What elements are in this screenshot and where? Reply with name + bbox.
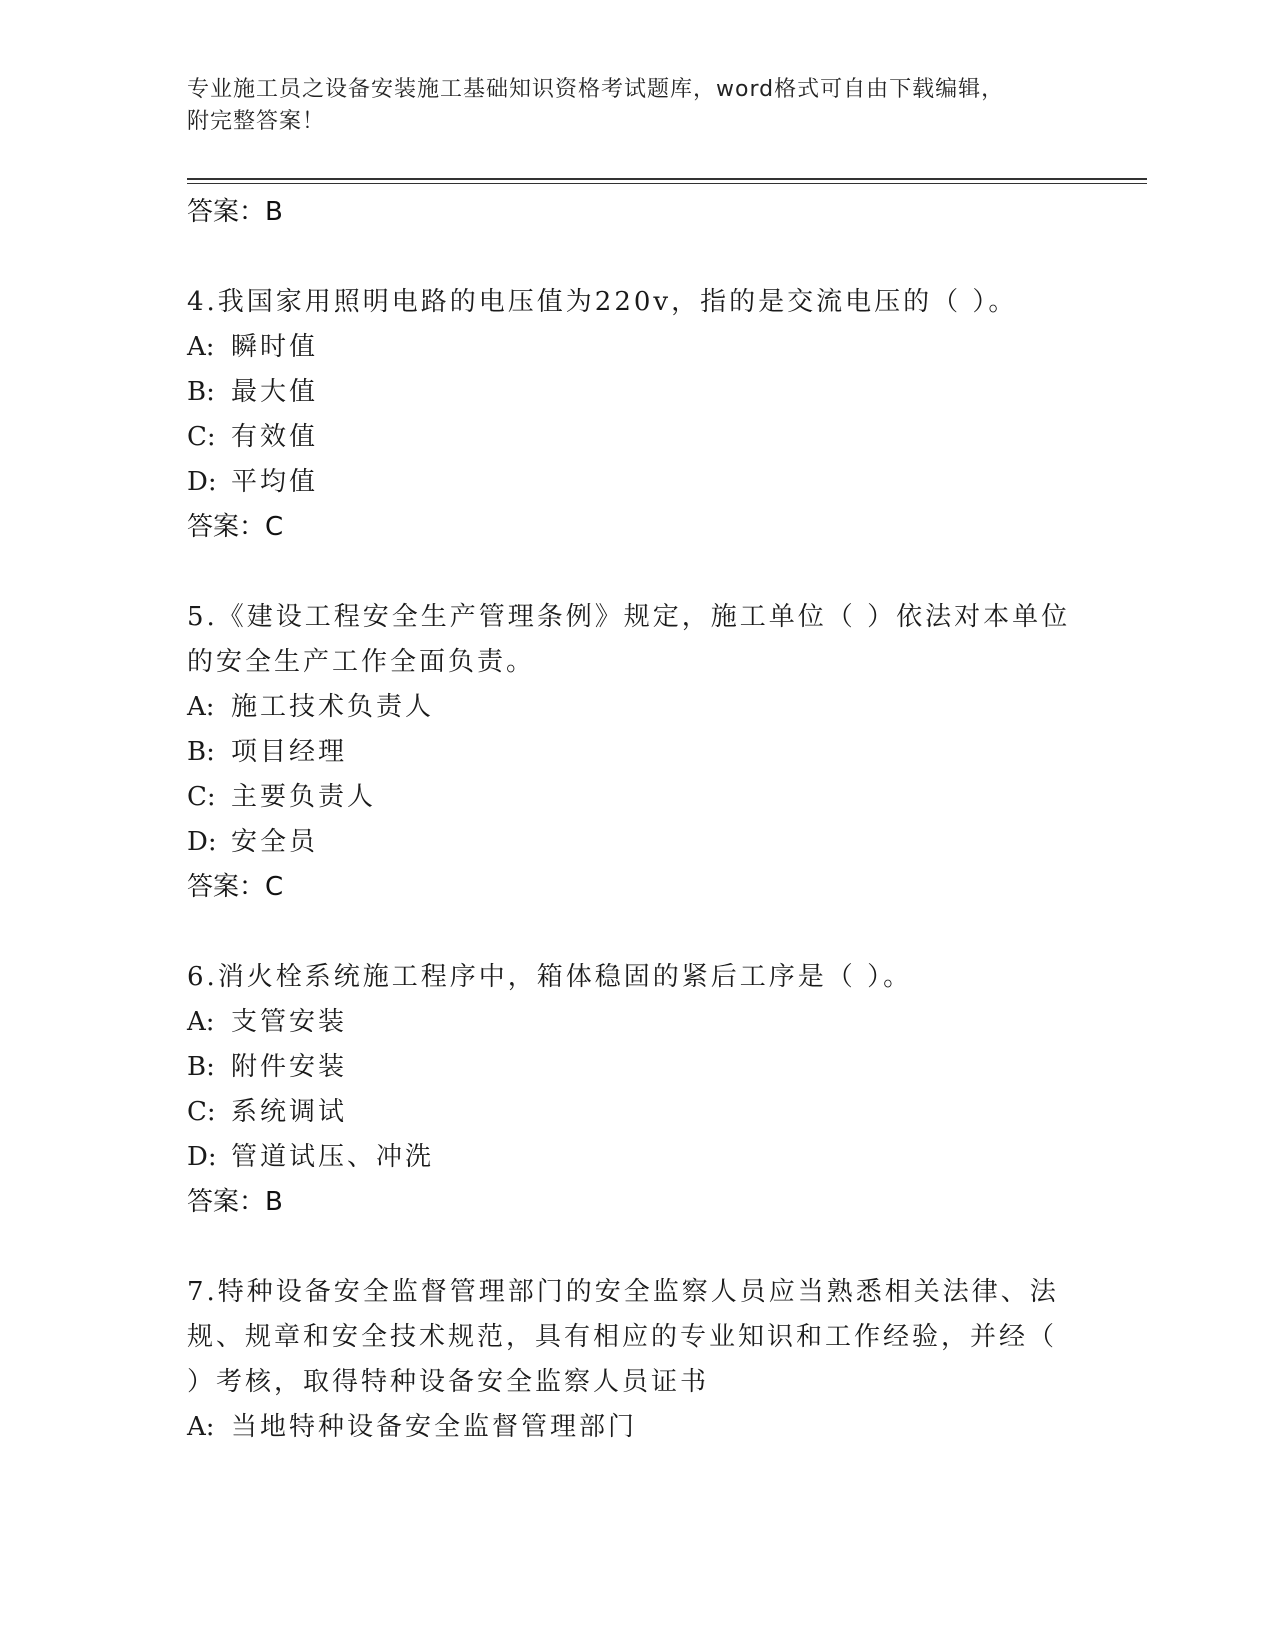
- option-letter: B:: [187, 377, 215, 407]
- option-letter: C:: [187, 782, 216, 812]
- option-a: [187, 325, 1087, 370]
- option-letter: A:: [187, 1412, 215, 1442]
- option-letter: C:: [187, 1097, 216, 1127]
- question-block: [187, 595, 1087, 909]
- spacer: [187, 549, 1087, 595]
- header-divider: [187, 178, 1147, 180]
- question-text-line3: ）考核，取得特种设备安全监察人员证书: [187, 1367, 710, 1397]
- answer-line: 答案：C: [187, 512, 284, 542]
- question-text-line2: 的安全生产工作全面负责。: [187, 647, 536, 677]
- spacer: [187, 909, 1087, 955]
- option-letter: A:: [187, 332, 215, 362]
- option-text: 系统调试: [231, 1097, 348, 1127]
- question-block: [187, 955, 1087, 1224]
- option-text: 附件安装: [231, 1052, 348, 1082]
- option-letter: A:: [187, 692, 215, 722]
- option-d: [187, 460, 1087, 505]
- option-c: [187, 415, 1087, 460]
- question-text-line1: 7.特种设备安全监督管理部门的安全监察人员应当熟悉相关法律、法: [187, 1277, 1059, 1307]
- option-text: 支管安装: [231, 1007, 348, 1037]
- option-text: 项目经理: [231, 737, 348, 767]
- option-letter: A:: [187, 1007, 215, 1037]
- option-text: 主要负责人: [231, 782, 377, 812]
- answer-line: 答案：B: [187, 197, 283, 227]
- option-text: 有效值: [231, 422, 319, 452]
- question-text-line1: 5.《建设工程安全生产管理条例》规定，施工单位（ ）依法对本单位: [187, 602, 1071, 632]
- option-letter: C:: [187, 422, 216, 452]
- option-letter: B:: [187, 1052, 215, 1082]
- option-letter: D:: [187, 827, 217, 857]
- option-text: 安全员: [231, 827, 319, 857]
- answer-line: 答案：C: [187, 872, 284, 902]
- spacer: [187, 1224, 1087, 1270]
- question-block: [187, 1270, 1087, 1450]
- spacer: [187, 234, 1087, 280]
- option-a: [187, 685, 1087, 730]
- option-text: 管道试压、冲洗: [231, 1142, 435, 1172]
- option-d: [187, 820, 1087, 865]
- option-text: 当地特种设备安全监督管理部门: [231, 1412, 638, 1442]
- option-a: [187, 1405, 1087, 1450]
- option-b: [187, 730, 1087, 775]
- option-text: 施工技术负责人: [231, 692, 435, 722]
- option-text: 平均值: [231, 467, 319, 497]
- option-b: [187, 370, 1087, 415]
- answer-line: 答案：B: [187, 1187, 283, 1217]
- header-text-line2: 附完整答案！: [187, 109, 326, 134]
- option-b: [187, 1045, 1087, 1090]
- option-text: 瞬时值: [231, 332, 319, 362]
- option-text: 最大值: [231, 377, 319, 407]
- header-text-line1: 专业施工员之设备安装施工基础知识资格考试题库，word格式可自由下载编辑，: [187, 77, 1005, 102]
- question-text: 6.消火栓系统施工程序中，箱体稳固的紧后工序是（ ）。: [187, 962, 913, 992]
- option-c: [187, 775, 1087, 820]
- option-letter: D:: [187, 467, 217, 497]
- question-block: [187, 280, 1087, 549]
- question-text-line2: 规、规章和安全技术规范，具有相应的专业知识和工作经验，并经（: [187, 1322, 1058, 1352]
- question-list: [187, 190, 1087, 1450]
- header-divider-thin: [187, 183, 1147, 184]
- option-a: [187, 1000, 1087, 1045]
- option-letter: B:: [187, 737, 215, 767]
- option-c: [187, 1090, 1087, 1135]
- option-letter: D:: [187, 1142, 217, 1172]
- option-d: [187, 1135, 1087, 1180]
- page-header: [187, 74, 1067, 138]
- question-text: 4.我国家用照明电路的电压值为220v，指的是交流电压的（ ）。: [187, 287, 1018, 317]
